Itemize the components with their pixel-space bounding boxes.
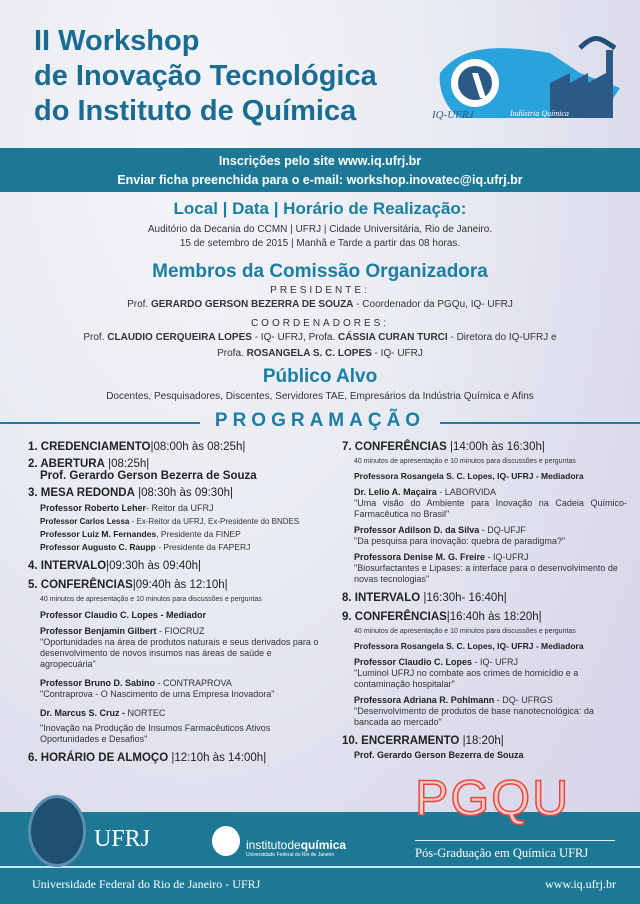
audience-text: Docentes, Pesquisadores, Discentes, Servidores TAE, Empresários da Indústria Química e Afins	[106, 391, 534, 402]
left-m2r: - Ex-Reitor da UFRJ, Ex-Presidente do BNDES	[129, 517, 300, 526]
right-b1n: Professor Claudio C. Lopes	[354, 657, 473, 667]
coordinators-label: COORDENADORES:	[250, 318, 390, 329]
left-i2t: |08:25h|	[104, 458, 150, 470]
committee-c2_name: CÁSSIA CURAN TURCI	[338, 332, 448, 343]
speaker	[354, 657, 627, 690]
left-i6t: |12:10h às 14:00h|	[168, 752, 267, 764]
left-m4r: - Presidente da FAPERJ	[155, 542, 251, 552]
committee-president_prefix: Prof.	[127, 299, 149, 310]
right-b1r: - IQ- UFRJ	[472, 657, 519, 667]
committee-c3_prefix: Profa.	[217, 348, 244, 359]
committee-c1_role: - IQ- UFRJ, Profa.	[251, 332, 336, 343]
right-a3n: Professora Denise M. G. Freire	[354, 552, 486, 562]
left-i4t: |09:30h às 09:40h|	[106, 560, 202, 572]
local-address: Auditório da Decania do CCMN | UFRJ | Cidade Universitária, Rio de Janeiro.	[147, 224, 493, 235]
programme-left-column	[28, 436, 328, 764]
top_logo-left: IQ-UFRJ	[432, 109, 474, 121]
registration-site: Inscrições pelo site www.iq.ufrj.br	[218, 154, 422, 168]
event-title	[34, 24, 377, 129]
title-line: II Workshop	[34, 25, 200, 57]
right-i10p: Prof. Gerardo Gerson Bezerra de Souza	[354, 750, 524, 760]
president-line	[0, 298, 640, 312]
ufrj-crest-icon	[28, 795, 86, 867]
industria-quimica-logo	[430, 28, 620, 126]
coordinators-line	[0, 347, 640, 361]
left-c1r: - FIOCRUZ	[156, 626, 205, 636]
local-date: 15 de setembro de 2015 | Manhã e Tarde a partir das 08 horas.	[179, 238, 461, 249]
footer-divider	[0, 866, 640, 868]
right-i7t: |14:00h às 16:30h|	[446, 441, 545, 453]
programme-item	[28, 580, 328, 591]
pgqu-subtitle: Pós-Graduação em Química UFRJ	[415, 846, 589, 860]
registration-email: Enviar ficha preenchida para o e-mail: workshop.inovatec@iq.ufrj.br	[117, 173, 523, 187]
right-b2r: - DQ- UFRGS	[494, 695, 553, 705]
pgqu-logo	[415, 772, 570, 824]
speaker	[40, 529, 328, 540]
right-a0: Professora Rosangela S. C. Lopes, IQ- UFRJ - Mediadora	[354, 471, 584, 481]
committee-c3_name: ROSANGELA S. C. LOPES	[246, 348, 372, 359]
left-c1q: "Oportunidades na área de produtos naturais e seus derivados para o desenvolvimento de novos insumos nas áreas de saúde e agropecuária"	[40, 637, 319, 669]
left-m1r: - Reitor da UFRJ	[146, 503, 214, 513]
text	[580, 39, 615, 48]
left-c2q: "Contraprova - O Nascimento de uma Empresa Inovadora"	[40, 689, 275, 699]
local-heading: Local | Data | Horário de Realização:	[173, 199, 467, 218]
session-note: 40 minutos de apresentação e 10 minutos para discussões e perguntas	[40, 596, 262, 603]
committee-heading: Membros da Comissão Organizadora	[152, 261, 488, 282]
right-i8: 8. INTERVALO	[342, 592, 421, 604]
right-a2n: Professor Adilson D. da Silva	[354, 525, 480, 535]
programme_heading: PROGRAMAÇÃO	[214, 410, 426, 431]
left-i3: 3. MESA REDONDA	[28, 487, 135, 499]
programme-item	[342, 736, 627, 747]
right-a1r: - LABORVIDA	[436, 487, 497, 497]
committee-president_name: GERARDO GERSON BEZERRA DE SOUZA	[150, 299, 354, 310]
title-line: de Inovação Tecnológica	[34, 60, 377, 92]
speaker	[354, 552, 627, 585]
programme-item	[28, 753, 328, 764]
left-i5t: |09:40h às 12:10h|	[132, 579, 228, 591]
right-b2q: "Desenvolvimento de produtos de base nanotecnológica: da bancada ao mercado"	[354, 706, 594, 727]
left-i4: 4. INTERVALO	[28, 560, 107, 572]
footer-iq_b: de	[287, 838, 301, 852]
footer-university: Universidade Federal do Rio de Janeiro - UFRJ	[32, 877, 261, 891]
right-b1q: "Luminol UFRJ no combate aos crimes de homicídio e a contaminação hospitalar"	[354, 668, 579, 689]
mediator	[354, 641, 627, 652]
right-i9t: |16:40h às 18:20h|	[446, 611, 542, 623]
speaker	[40, 542, 328, 553]
right-i9: 9. CONFERÊNCIAS	[342, 611, 447, 623]
right-b2n: Professora Adriana R. Pohlmann	[354, 695, 495, 705]
right-a1q: "Uma visão do Ambiente para Inovação na Cadeia Químico-Farmacêutica no Brasil"	[354, 498, 627, 519]
left-c1n: Professor Benjamin Gilbert	[40, 626, 157, 636]
right-a2q: "Da pesquisa para inovação: quebra de paradigma?"	[354, 536, 566, 546]
left-i5: 5. CONFERÊNCIAS	[28, 579, 133, 591]
left-c2r: - CONTRAPROVA	[155, 678, 232, 688]
speaker	[354, 487, 627, 520]
left-c2n: Professor Bruno D. Sabino	[40, 678, 156, 688]
left-m3n: Professor Luiz M. Fernandes	[40, 529, 157, 539]
audience-heading: Público Alvo	[262, 366, 378, 387]
top_logo-right: Indústria Química	[510, 109, 569, 118]
session-note: 40 minutos de apresentação e 10 minutos para discussões e perguntas	[354, 458, 576, 465]
audience-section	[0, 366, 640, 404]
speaker	[40, 503, 328, 514]
speaker	[354, 695, 627, 728]
left-c3n: Dr. Marcus S. Cruz -	[40, 708, 126, 718]
programme-item	[28, 459, 328, 470]
committee-c3_role: - IQ- UFRJ	[371, 348, 423, 359]
left-i1t: |08:00h às 08:25h|	[150, 441, 246, 453]
right-a1n: Dr. Lelio A. Maçaira	[354, 487, 437, 497]
left-m4n: Professor Augusto C. Raupp	[40, 542, 156, 552]
footer-website[interactable]: www.iq.ufrj.br	[545, 877, 616, 891]
left-c3q: "Inovação na Produção de Insumos Farmacêuticos Ativos Oportunidades e Desafios"	[40, 723, 271, 744]
right-i7: 7. CONFERÊNCIAS	[342, 441, 447, 453]
right-a2r: - DQ-UFJF	[479, 525, 526, 535]
local-section	[0, 199, 640, 251]
session-note: 40 minutos de apresentação e 10 minutos para discussões e perguntas	[354, 628, 576, 635]
right-i8t: |16:30h- 16:40h|	[420, 592, 507, 604]
footer-iq_sub: Universidade Federal do Rio de Janeiro	[246, 852, 335, 858]
iq-logo-icon	[212, 826, 240, 856]
footer-iq_c: química	[300, 838, 347, 852]
programme-heading	[0, 410, 640, 434]
left-i2: 2. ABERTURA	[28, 458, 105, 470]
divider	[415, 840, 615, 841]
committee-c1_prefix: Prof.	[83, 332, 105, 343]
committee-c1_name: CLAUDIO CERQUEIRA LOPES	[107, 332, 252, 343]
speaker	[354, 750, 627, 761]
programme-item	[28, 442, 328, 453]
speaker	[40, 708, 328, 745]
factory-icon	[430, 28, 620, 126]
registration-banner	[0, 148, 640, 192]
committee-president_role: - Coordenador da PGQu, IQ- UFRJ	[353, 299, 513, 310]
left-m3r: , Presidente da FINEP	[156, 529, 241, 539]
left-i6: 6. HORÁRIO DE ALMOÇO	[28, 752, 169, 764]
left-c0: Professor Claudio C. Lopes - Mediador	[40, 610, 207, 620]
programme-item	[28, 561, 328, 572]
speaker	[354, 525, 627, 547]
speaker	[40, 516, 328, 527]
text	[458, 66, 492, 100]
speaker	[40, 678, 328, 700]
committee-section	[0, 261, 640, 361]
coordinators-line	[0, 331, 640, 345]
left-c3r: NORTEC	[125, 708, 166, 718]
left-m2n: Professor Carlos Lessa	[40, 517, 130, 526]
right-a3q: "Biosurfactantes e Lipases: a interface para o desenvolvimento de novas tecnologias"	[354, 563, 618, 584]
speaker	[40, 626, 328, 670]
pgqu-logo-text: PGQU	[415, 770, 571, 826]
right-b0: Professora Rosangela S. C. Lopes, IQ- UFRJ - Mediadora	[354, 641, 584, 651]
speaker: Prof. Gerardo Gerson Bezerra de Souza	[40, 470, 257, 482]
right-a3r: - IQ-UFRJ	[485, 552, 529, 562]
programme-right-column	[342, 436, 627, 761]
left-i1: 1. CREDENCIAMENTO	[28, 441, 151, 453]
footer-iq_a: instituto	[246, 838, 288, 852]
committee-c2_role: - Diretora do IQ-UFRJ e	[447, 332, 557, 343]
mediator	[40, 610, 328, 621]
left-m1n: Professor Roberto Leher	[40, 503, 147, 513]
programme-item	[28, 488, 328, 499]
left-i3t: |08:30h às 09:30h|	[134, 487, 233, 499]
programme-item	[342, 593, 627, 604]
title-line: do Instituto de Química	[34, 95, 357, 127]
ufrj-logo-text: UFRJ	[94, 826, 151, 852]
right-i10: 10. ENCERRAMENTO	[342, 735, 460, 747]
iq-logo-text	[246, 838, 346, 858]
programme-item	[342, 442, 627, 453]
president-label: PRESIDENTE:	[270, 285, 370, 296]
mediator	[354, 471, 627, 482]
right-i10t: |18:20h|	[459, 735, 504, 747]
programme-item	[342, 612, 627, 623]
